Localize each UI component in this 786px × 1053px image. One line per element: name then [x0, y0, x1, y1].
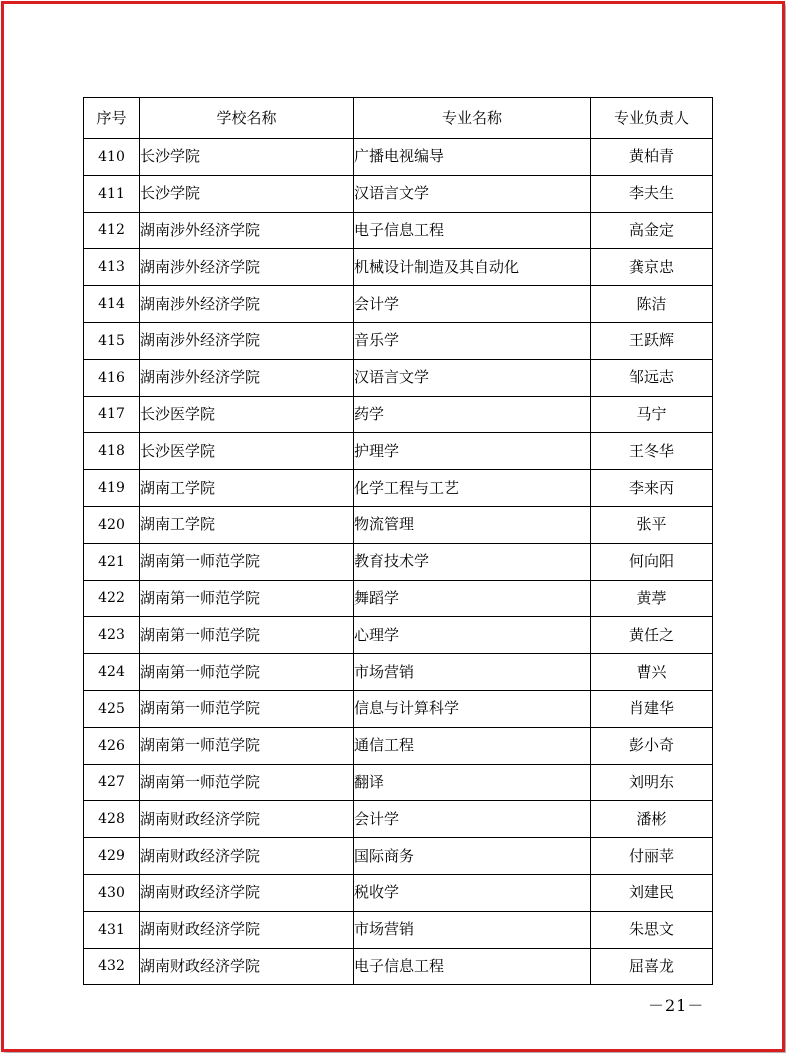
table-row: [84, 764, 713, 801]
person-cell: 陈洁: [591, 286, 713, 323]
school-cell: 湖南财政经济学院: [140, 838, 354, 875]
school-cell: 湖南涉外经济学院: [140, 359, 354, 396]
school-cell: 湖南第一师范学院: [140, 617, 354, 654]
table-row: [84, 396, 713, 433]
seq-cell: 432: [84, 948, 140, 985]
school-cell: 长沙医学院: [140, 433, 354, 470]
school-cell: 湖南第一师范学院: [140, 727, 354, 764]
person-cell: 肖建华: [591, 690, 713, 727]
table-row: [84, 911, 713, 948]
major-cell: 物流管理: [354, 506, 591, 543]
seq-cell: 414: [84, 286, 140, 323]
table-header-row: [84, 98, 713, 139]
major-cell: 电子信息工程: [354, 212, 591, 249]
school-cell: 湖南第一师范学院: [140, 654, 354, 691]
seq-cell: 424: [84, 654, 140, 691]
major-cell: 电子信息工程: [354, 948, 591, 985]
person-cell: 何向阳: [591, 543, 713, 580]
major-cell: 机械设计制造及其自动化: [354, 249, 591, 286]
major-cell: 通信工程: [354, 727, 591, 764]
table-row: [84, 249, 713, 286]
person-cell: 黄任之: [591, 617, 713, 654]
major-cell: 化学工程与工艺: [354, 470, 591, 507]
person-cell: 龚京忠: [591, 249, 713, 286]
major-cell: 汉语言文学: [354, 175, 591, 212]
school-cell: 湖南第一师范学院: [140, 764, 354, 801]
seq-cell: 425: [84, 690, 140, 727]
major-cell: 汉语言文学: [354, 359, 591, 396]
table-row: [84, 286, 713, 323]
seq-cell: 422: [84, 580, 140, 617]
person-cell: 屈喜龙: [591, 948, 713, 985]
table-row: [84, 359, 713, 396]
table-row: [84, 580, 713, 617]
table-row: [84, 838, 713, 875]
school-cell: 湖南第一师范学院: [140, 690, 354, 727]
table-row: [84, 543, 713, 580]
major-cell: 音乐学: [354, 322, 591, 359]
seq-cell: 431: [84, 911, 140, 948]
seq-cell: 413: [84, 249, 140, 286]
header-major: 专业名称: [354, 98, 591, 139]
seq-cell: 420: [84, 506, 140, 543]
table-row: [84, 506, 713, 543]
seq-cell: 416: [84, 359, 140, 396]
person-cell: 高金定: [591, 212, 713, 249]
table-row: [84, 727, 713, 764]
header-school: 学校名称: [140, 98, 354, 139]
seq-cell: 418: [84, 433, 140, 470]
major-cell: 护理学: [354, 433, 591, 470]
school-cell: 长沙学院: [140, 175, 354, 212]
major-cell: 心理学: [354, 617, 591, 654]
school-cell: 湖南财政经济学院: [140, 948, 354, 985]
table-row: [84, 470, 713, 507]
major-cell: 广播电视编导: [354, 139, 591, 176]
seq-cell: 419: [84, 470, 140, 507]
major-cell: 市场营销: [354, 911, 591, 948]
table-row: [84, 690, 713, 727]
school-cell: 湖南涉外经济学院: [140, 212, 354, 249]
major-cell: 国际商务: [354, 838, 591, 875]
person-cell: 黄柏青: [591, 139, 713, 176]
major-cell: 药学: [354, 396, 591, 433]
table-row: [84, 948, 713, 985]
school-cell: 湖南工学院: [140, 470, 354, 507]
seq-cell: 412: [84, 212, 140, 249]
school-cell: 长沙学院: [140, 139, 354, 176]
person-cell: 李来丙: [591, 470, 713, 507]
major-cell: 市场营销: [354, 654, 591, 691]
header-person: 专业负责人: [591, 98, 713, 139]
header-seq: 序号: [84, 98, 140, 139]
person-cell: 刘建民: [591, 874, 713, 911]
major-cell: 税收学: [354, 874, 591, 911]
school-cell: 湖南涉外经济学院: [140, 322, 354, 359]
seq-cell: 429: [84, 838, 140, 875]
table-row: [84, 139, 713, 176]
person-cell: 刘明东: [591, 764, 713, 801]
person-cell: 潘彬: [591, 801, 713, 838]
table-row: [84, 433, 713, 470]
person-cell: 邹远志: [591, 359, 713, 396]
table-row: [84, 322, 713, 359]
major-cell: 舞蹈学: [354, 580, 591, 617]
seq-cell: 417: [84, 396, 140, 433]
table-row: [84, 654, 713, 691]
seq-cell: 427: [84, 764, 140, 801]
major-cell: 翻译: [354, 764, 591, 801]
seq-cell: 426: [84, 727, 140, 764]
seq-cell: 410: [84, 139, 140, 176]
person-cell: 王跃辉: [591, 322, 713, 359]
seq-cell: 421: [84, 543, 140, 580]
seq-cell: 430: [84, 874, 140, 911]
major-cell: 会计学: [354, 801, 591, 838]
person-cell: 曹兴: [591, 654, 713, 691]
seq-cell: 411: [84, 175, 140, 212]
major-cell: 教育技术学: [354, 543, 591, 580]
major-cell: 信息与计算科学: [354, 690, 591, 727]
school-cell: 湖南涉外经济学院: [140, 249, 354, 286]
majors-table: [83, 97, 713, 985]
school-cell: 湖南工学院: [140, 506, 354, 543]
major-cell: 会计学: [354, 286, 591, 323]
table-row: [84, 617, 713, 654]
person-cell: 王冬华: [591, 433, 713, 470]
table-row: [84, 175, 713, 212]
school-cell: 湖南财政经济学院: [140, 801, 354, 838]
table-body: [84, 139, 713, 985]
person-cell: 李夫生: [591, 175, 713, 212]
school-cell: 湖南财政经济学院: [140, 874, 354, 911]
school-cell: 湖南第一师范学院: [140, 580, 354, 617]
school-cell: 湖南涉外经济学院: [140, 286, 354, 323]
table-row: [84, 801, 713, 838]
seq-cell: 428: [84, 801, 140, 838]
seq-cell: 415: [84, 322, 140, 359]
page-number: －21－: [648, 996, 705, 1015]
person-cell: 黄葶: [591, 580, 713, 617]
school-cell: 湖南财政经济学院: [140, 911, 354, 948]
seq-cell: 423: [84, 617, 140, 654]
person-cell: 张平: [591, 506, 713, 543]
school-cell: 湖南第一师范学院: [140, 543, 354, 580]
table-row: [84, 212, 713, 249]
person-cell: 彭小奇: [591, 727, 713, 764]
table-row: [84, 874, 713, 911]
person-cell: 朱思文: [591, 911, 713, 948]
person-cell: 付丽苹: [591, 838, 713, 875]
school-cell: 长沙医学院: [140, 396, 354, 433]
person-cell: 马宁: [591, 396, 713, 433]
